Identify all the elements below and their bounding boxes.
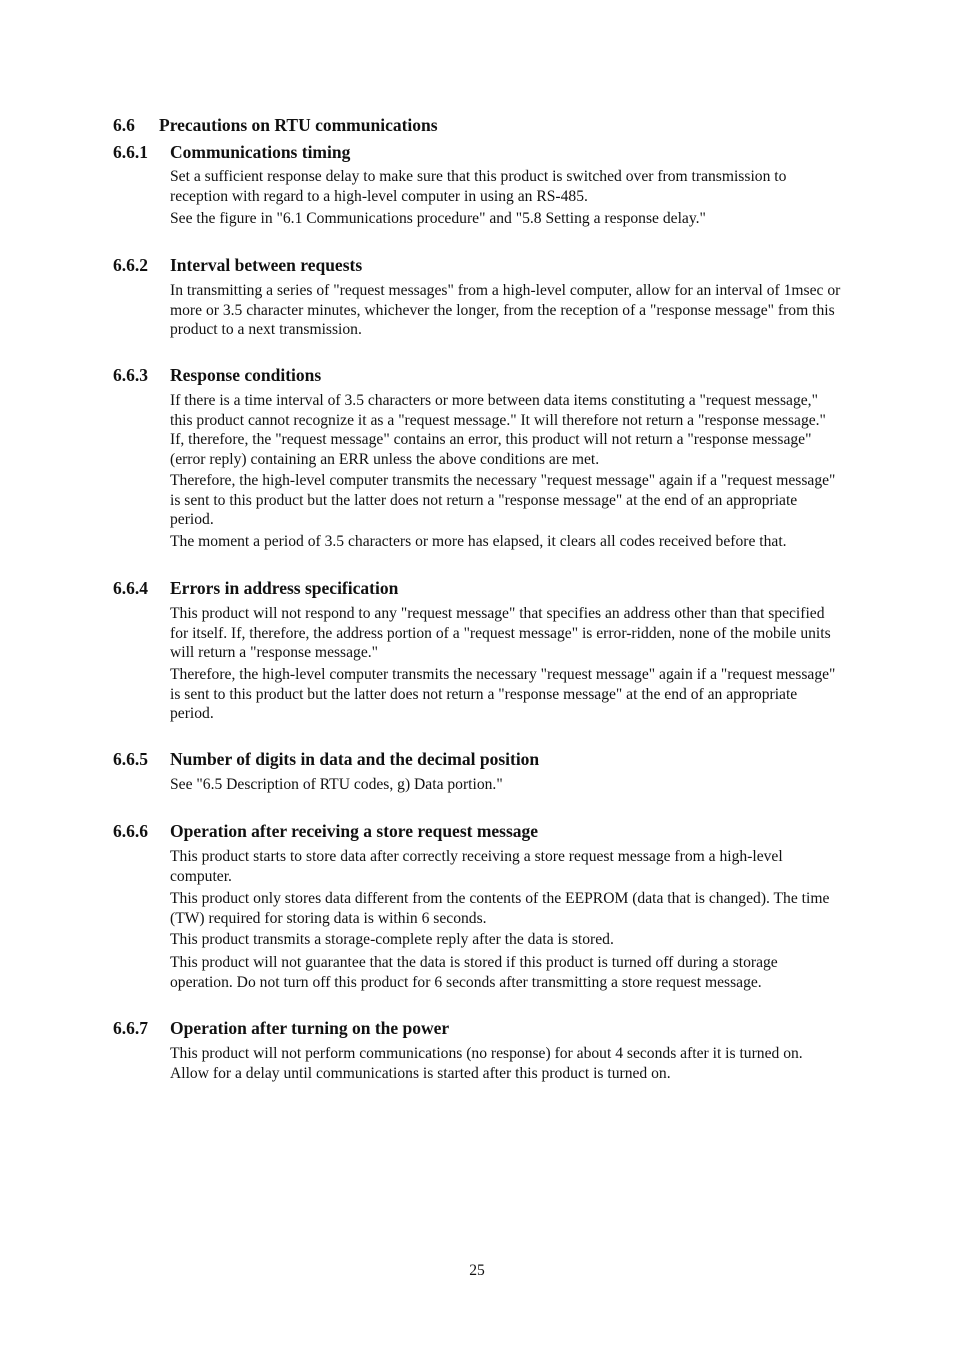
paragraph: Set a sufficient response delay to make sure that this product is switched over from transmission to reception with regard to a high-level computer in using an RS-485. <box>170 168 787 205</box>
paragraph: In transmitting a series of "request messages" from a high-level computer, allow for an interval of 1msec or more or 3.5 character minutes, whichever the longer, from the reception of a "response message" from this product to a next transmission. <box>170 282 841 338</box>
section-number: 6.6 <box>113 115 135 135</box>
paragraph: The moment a period of 3.5 characters or more has elapsed, it clears all codes received before that. <box>170 533 787 550</box>
subsection-title: Interval between requests <box>170 255 363 275</box>
subsection-heading-6-6-4 <box>113 578 398 598</box>
subsection-title: Number of digits in data and the decimal position <box>170 749 540 769</box>
section-title: Precautions on RTU communications <box>159 115 438 135</box>
subsection-heading-6-6-3 <box>113 365 321 385</box>
paragraph: This product only stores data different from the contents of the EEPROM (data that is changed). The time (TW) required for storing data is within 6 seconds. <box>170 890 830 927</box>
subsection-number: 6.6.1 <box>113 142 148 162</box>
paragraph: Therefore, the high-level computer transmits the necessary "request message" again if a "request message" is sent to this product but the latter does not return a "response message" at the end of an appropriate period. <box>170 472 836 528</box>
paragraph: Therefore, the high-level computer transmits the necessary "request message" again if a "request message" is sent to this product but the latter does not return a "response message" at the end of an appropriate period. <box>170 666 836 722</box>
subsection-title: Operation after receiving a store request message <box>170 821 539 841</box>
subsection-title: Response conditions <box>170 365 322 385</box>
paragraph: This product starts to store data after correctly receiving a store request message from a high-level computer. <box>170 848 783 885</box>
paragraph: This product transmits a storage-complete reply after the data is stored. <box>170 931 614 948</box>
page-number: 25 <box>469 1262 485 1279</box>
subsection-title: Communications timing <box>170 142 351 162</box>
paragraph: This product will not guarantee that the data is stored if this product is turned off during a storage operation. Do not turn off this product for 6 seconds after transmitting a store request message. <box>170 954 778 991</box>
paragraph: This product will not perform communications (no response) for about 4 seconds after it is turned on. Allow for a delay until communications is started after this product is turned on. <box>170 1045 803 1082</box>
paragraph: This product will not respond to any "request message" that specifies an address other than that specified for itself. If, therefore, the address portion of a "request message" is error-ridden, none of the mobile units will return a "response message." <box>170 605 831 661</box>
subsection-heading-6-6-2 <box>113 255 362 275</box>
subsection-heading-6-6-5 <box>113 749 539 769</box>
paragraph: If there is a time interval of 3.5 characters or more between data items constituting a "request message," this product cannot recognize it as a "request message." It will therefore not return a "response message." If, therefore, the "request message" contains an error, this product will not return a "response message" (error reply) containing an ERR unless the above conditions are met. <box>170 392 826 468</box>
subsection-number: 6.6.4 <box>113 578 148 598</box>
subsection-number: 6.6.3 <box>113 365 148 385</box>
paragraph: See the figure in "6.1 Communications procedure" and "5.8 Setting a response delay." <box>170 210 706 227</box>
subsection-number: 6.6.6 <box>113 821 148 841</box>
subsection-title: Operation after turning on the power <box>170 1018 450 1038</box>
subsection-number: 6.6.2 <box>113 255 148 275</box>
subsection-heading-6-6-1 <box>113 142 350 162</box>
subsection-heading-6-6-7 <box>113 1018 449 1038</box>
subsection-heading-6-6-6 <box>113 821 538 841</box>
subsection-number: 6.6.5 <box>113 749 148 769</box>
subsection-number: 6.6.7 <box>113 1018 148 1038</box>
section-heading <box>113 115 438 135</box>
paragraph: See "6.5 Description of RTU codes, g) Data portion." <box>170 776 503 793</box>
subsection-title: Errors in address specification <box>170 578 399 598</box>
